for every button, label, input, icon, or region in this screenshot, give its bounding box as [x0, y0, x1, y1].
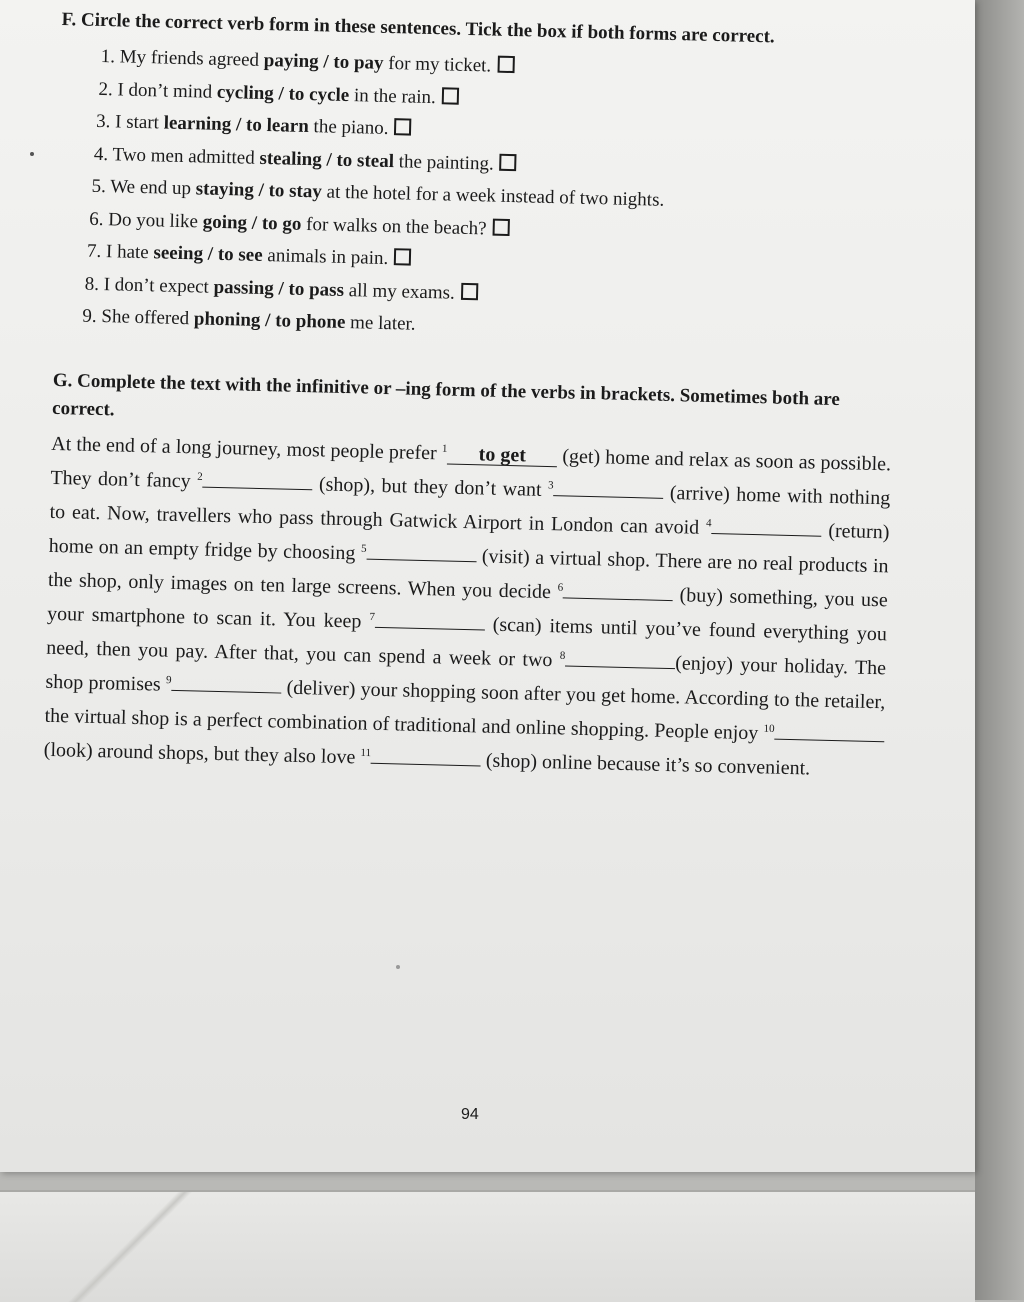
background-strip — [975, 0, 1024, 1300]
item-text: in the rain. — [348, 84, 437, 108]
tick-box[interactable] — [394, 118, 411, 135]
gap-number: 2 — [197, 470, 203, 483]
gap-number: 7 — [369, 610, 376, 623]
verb-options[interactable]: learning / to learn — [163, 112, 310, 138]
answer-blank[interactable] — [375, 626, 485, 630]
answer-blank[interactable] — [563, 597, 673, 601]
item-text: My friends agreed — [119, 46, 265, 71]
verb-options[interactable]: cycling / to cycle — [216, 81, 350, 106]
answer-blank[interactable] — [774, 738, 884, 742]
item-text: at the hotel for a week instead of two nights. — [321, 181, 665, 211]
item-number: 9. — [82, 305, 97, 327]
item-number: 4. — [93, 143, 109, 165]
tick-box[interactable] — [500, 153, 517, 170]
item-text: We end up — [110, 176, 197, 200]
tick-box[interactable] — [497, 56, 514, 73]
answer-blank[interactable] — [553, 495, 663, 499]
gap-number: 4 — [705, 516, 712, 529]
item-text: the piano. — [308, 116, 389, 140]
item-text: animals in pain. — [262, 244, 389, 270]
verb-options[interactable]: staying / to stay — [195, 178, 323, 203]
passage-text: (return) home on an empty fridge by choosing — [48, 519, 890, 564]
gap-number: 3 — [547, 478, 554, 491]
passage-text: (shop) online because it’s so convenient. — [480, 748, 811, 780]
item-text: for my ticket. — [383, 52, 492, 77]
item-number: 1. — [100, 45, 116, 68]
next-page — [0, 1190, 975, 1302]
verb-options[interactable]: paying / to pay — [263, 49, 384, 74]
item-number: 7. — [86, 240, 102, 263]
tick-box[interactable] — [442, 87, 459, 104]
passage-text: At the end of a long journey, most people prefer — [51, 432, 443, 464]
verb-options[interactable]: seeing / to see — [153, 242, 263, 266]
gap-number: 9 — [165, 673, 172, 686]
item-text: I don’t mind — [117, 78, 218, 103]
answer-blank[interactable] — [366, 558, 476, 562]
passage-text: (enjoy) your holiday. The shop promises — [45, 651, 887, 696]
verb-options[interactable]: passing / to pass — [213, 276, 345, 301]
section-f — [54, 6, 902, 353]
gap-number: 5 — [360, 542, 367, 555]
verb-options[interactable]: phoning / to phone — [193, 308, 346, 334]
page-number: 94 — [461, 1106, 479, 1123]
item-text: all my exams. — [343, 279, 456, 304]
verb-options[interactable]: stealing / to steal — [259, 147, 395, 172]
item-text: Two men admitted — [112, 143, 260, 169]
tick-box[interactable] — [492, 218, 509, 235]
speck — [396, 965, 400, 969]
passage-text: (scan) items until you’ve found everything you need, then you pay. After that, you can spend a week or two — [46, 613, 888, 671]
page-content — [43, 6, 901, 787]
verb-options[interactable]: going / to go — [202, 211, 302, 235]
passage-text: (deliver) your shopping soon after you get home. According to the retailer, the virtual shop is a perfect combination of traditional and online shopping. People enjoy — [44, 676, 886, 744]
answer-blank[interactable] — [371, 762, 481, 766]
item-number: 5. — [91, 175, 107, 198]
passage-text: (buy) something, you use your smartphone to scan it. You keep — [46, 583, 889, 633]
item-text: the painting. — [393, 150, 494, 175]
exercise-g-passage — [43, 426, 891, 786]
item-number: 8. — [84, 273, 100, 295]
section-f-heading: F. Circle the correct verb form in these sentences. Tick the box if both forms are correct. — [61, 8, 775, 48]
gap-number: 11 — [360, 746, 372, 759]
item-text: Do you like — [108, 208, 204, 232]
answer-blank[interactable] — [565, 665, 675, 669]
answer-blank[interactable] — [202, 486, 312, 490]
passage-text: (visit) a virtual shop. There are no real products in the shop, only images on ten large screens. When you decide — [47, 544, 889, 603]
item-number: 2. — [98, 78, 113, 100]
item-text: She offered — [101, 306, 195, 330]
item-text: I don’t expect — [103, 273, 214, 298]
exercise-f-list — [54, 40, 901, 353]
passage-text: (shop), but they don’t want — [312, 472, 549, 501]
item-text: for walks on the beach? — [301, 213, 487, 239]
passage-text: (arrive) home with nothing to eat. Now, travellers who pass through Gatwick Airport in London can avoid — [49, 481, 891, 539]
gap-number: 8 — [559, 649, 566, 662]
gap-number: 10 — [763, 722, 775, 735]
item-number: 6. — [89, 208, 104, 230]
gap-number: 1 — [441, 442, 448, 455]
tick-box[interactable] — [461, 282, 478, 299]
item-text: I start — [114, 111, 164, 134]
tick-box[interactable] — [394, 248, 411, 265]
page-fold — [0, 1192, 260, 1302]
speck — [30, 152, 34, 156]
gap-number: 6 — [557, 581, 564, 594]
item-number: 3. — [95, 110, 111, 133]
section-g — [43, 366, 893, 786]
answer-blank[interactable]: to get — [447, 443, 557, 467]
answer-blank[interactable] — [171, 689, 281, 693]
item-text: I hate — [105, 241, 154, 264]
passage-text: (look) around shops, but they also love — [43, 738, 361, 769]
section-g-heading: G. Complete the text with the infinitive or –ing form of the verbs in brackets. Sometimes both are correct. — [51, 369, 841, 420]
passage-text: (get) home and relax as soon as possible. They don’t fancy — [50, 444, 892, 492]
answer-blank[interactable] — [711, 533, 821, 537]
item-text: me later. — [345, 312, 416, 335]
